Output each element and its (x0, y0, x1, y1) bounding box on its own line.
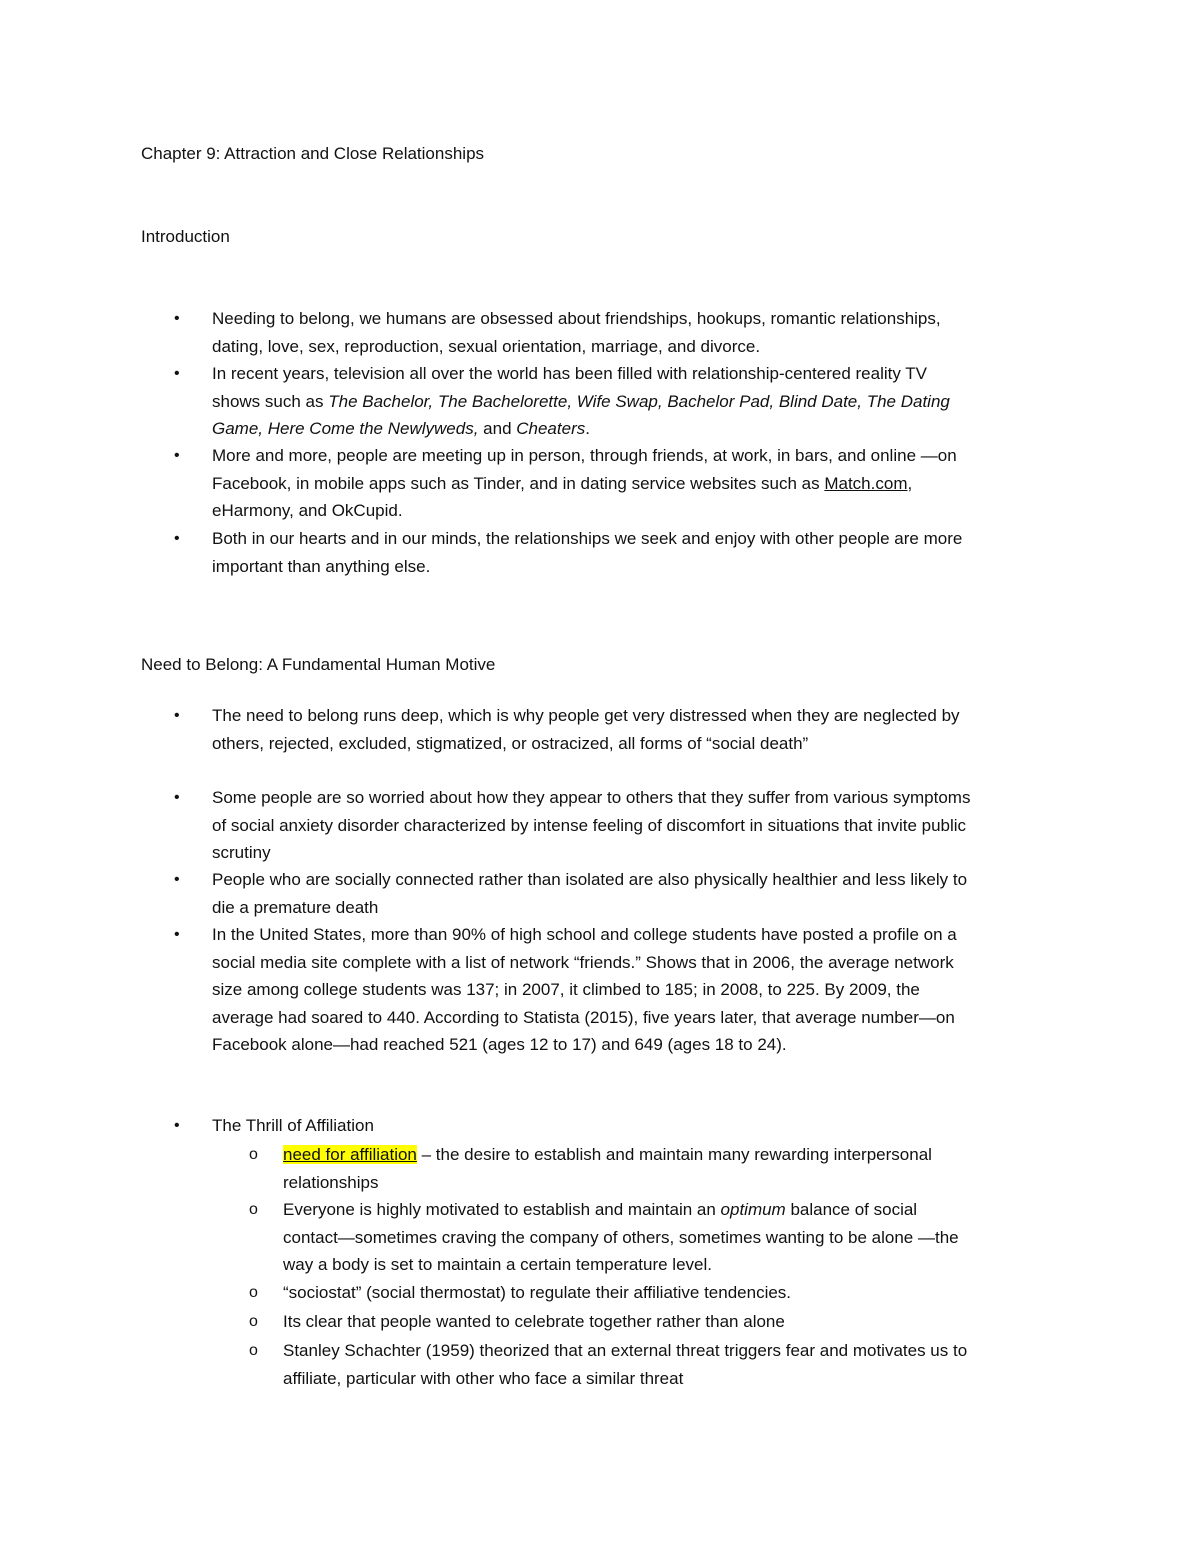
sub-list-item-text: Its clear that people wanted to celebrate together rather than alone (283, 1312, 785, 1331)
list-item-text: People who are socially connected rather than isolated are also physically healthier and less likely to die a premature death (212, 870, 968, 917)
list-item-text: , eHarmony, and OkCupid. (212, 473, 913, 520)
circle-bullet-icon: o (249, 1342, 258, 1359)
list-item-text: The need to belong runs deep, which is why people get very distressed when they are neglected by others, rejected, excluded, stigmatized, or ostracized, all forms of “social death” (212, 706, 960, 753)
tv-show-titles: The Bachelor, The Bachelorette, Wife Swap, Bachelor Pad, Blind Date, The Dating Game, Here Come the Newlyweds, (212, 391, 950, 438)
tv-show-title: Cheaters (516, 419, 586, 438)
list-item-text: In the United States, more than 90% of high school and college students have posted a profile on a social media site complete with a list of network “friends.” Shows that in 2006, the average network size among college students was 137; in 2007, it climbed to 185; in 2008, to 225. By 2009, the average had soared to 440. According to Statista (2015), five years later, that average number—on Facebook alone—had reached 521 (ages 12 to 17) and 649 (ages 18 to 24). (212, 925, 957, 1054)
emphasis-optimum: optimum (720, 1200, 786, 1219)
list-item-text: . (585, 419, 590, 438)
subheading-thrill-of-affiliation: The Thrill of Affiliation (212, 1116, 374, 1135)
bullet-icon: • (174, 789, 180, 806)
list-item (174, 866, 972, 921)
circle-bullet-icon: o (249, 1313, 258, 1330)
list-item-text: Some people are so worried about how they appear to others that they suffer from various symptoms of social anxiety disorder characterized by intense feeling of discomfort in situations that invite public scrutiny (212, 788, 971, 862)
sub-list-item (249, 1196, 973, 1279)
section-heading-need-to-belong: Need to Belong: A Fundamental Human Motive (141, 655, 496, 674)
section-heading-introduction: Introduction (141, 227, 230, 246)
list-item-text: In recent years, television all over the world has been filled with relationship-centered reality TV shows such as (212, 364, 927, 411)
bullet-icon: • (174, 310, 180, 327)
bullet-icon: • (174, 871, 180, 888)
list-item-text: and (478, 419, 517, 438)
bullet-icon: • (174, 707, 180, 724)
circle-bullet-icon: o (249, 1201, 258, 1218)
list-item (174, 525, 972, 580)
list-item (174, 305, 972, 360)
bullet-icon: • (174, 1117, 180, 1134)
bullet-icon: • (174, 365, 180, 382)
chapter-title: Chapter 9: Attraction and Close Relationships (141, 144, 485, 163)
sub-list-item-text: “sociostat” (social thermostat) to regulate their affiliative tendencies. (283, 1283, 792, 1302)
list-item-text: Both in our hearts and in our minds, the relationships we seek and enjoy with other people are more important than anything else. (212, 529, 963, 576)
list-item (174, 1112, 972, 1140)
bullet-icon: • (174, 530, 180, 547)
sub-list-item (249, 1141, 973, 1196)
list-item (174, 784, 972, 867)
list-item (174, 442, 972, 525)
sub-list-item-text: – the desire to establish and maintain many rewarding interpersonal relationships (283, 1145, 932, 1192)
list-item-text: Needing to belong, we humans are obsessed about friendships, hookups, romantic relationships, dating, love, sex, reproduction, sexual orientation, marriage, and divorce. (212, 309, 941, 356)
circle-bullet-icon: o (249, 1284, 258, 1301)
match-com-link[interactable]: Match.com (824, 473, 908, 493)
list-item (174, 702, 972, 757)
key-term-need-for-affiliation: need for affiliation (283, 1145, 417, 1164)
list-item-text: More and more, people are meeting up in person, through friends, at work, in bars, and online —on Facebook, in mobile apps such as Tinder, and in dating service websites such as (212, 446, 957, 493)
sub-list-item (249, 1337, 973, 1392)
list-item (174, 921, 972, 1059)
sub-list-item-text: balance of social contact—sometimes craving the company of others, sometimes wanting to be alone —the way a body is set to maintain a certain temperature level. (283, 1200, 959, 1274)
bullet-icon: • (174, 926, 180, 943)
sub-list-item (249, 1279, 973, 1307)
list-item (174, 360, 972, 443)
circle-bullet-icon: o (249, 1146, 258, 1163)
sub-list-item-text: Stanley Schachter (1959) theorized that an external threat triggers fear and motivates us to affiliate, particular with other who face a similar threat (283, 1341, 968, 1388)
sub-list-item (249, 1308, 973, 1336)
sub-list-item-text: Everyone is highly motivated to establish and maintain an (283, 1200, 721, 1219)
bullet-icon: • (174, 447, 180, 464)
